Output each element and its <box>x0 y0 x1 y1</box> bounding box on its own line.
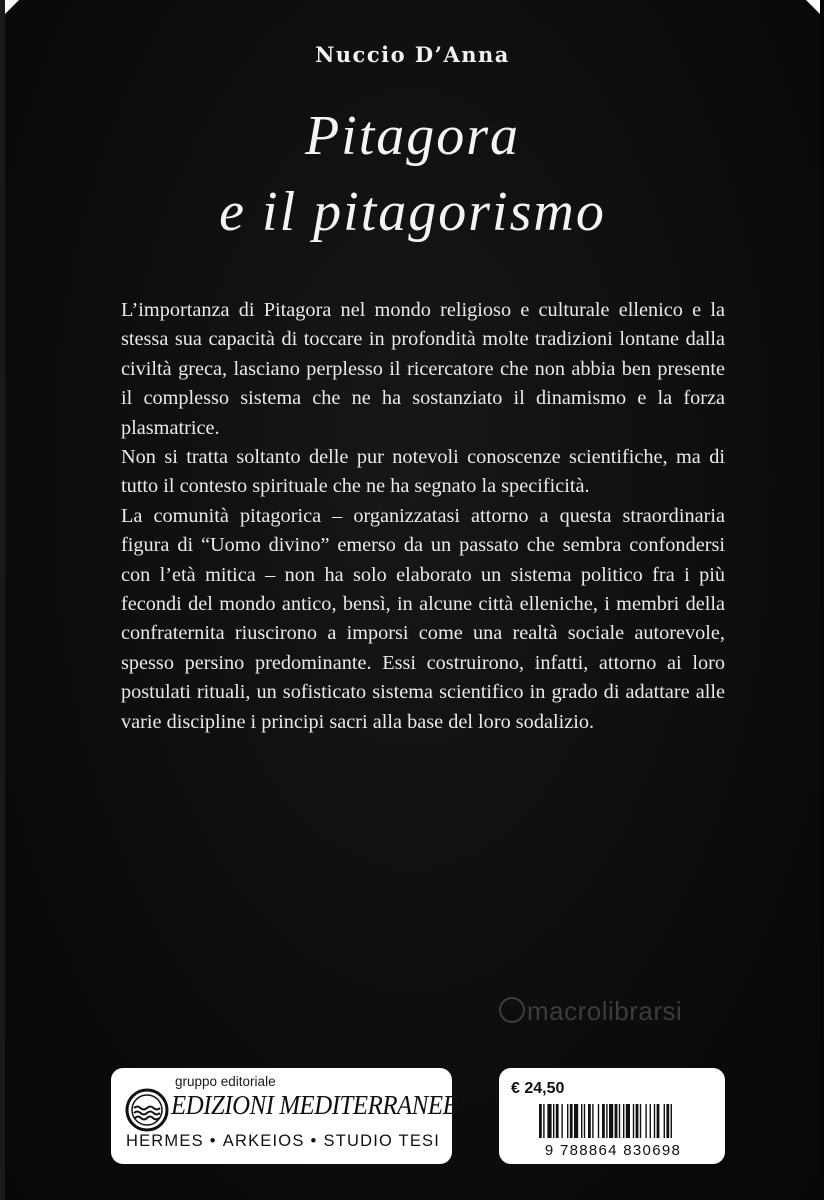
barcode-bar <box>640 1104 641 1138</box>
barcode-bar <box>671 1104 672 1138</box>
publisher-imprints <box>125 1132 441 1151</box>
barcode-bar <box>606 1104 607 1138</box>
price-label: € 24,50 <box>511 1080 565 1097</box>
barcode-bar <box>553 1104 554 1138</box>
barcode-bar <box>664 1104 665 1138</box>
author-name: Nuccio D’Anna <box>315 42 510 67</box>
publisher-box <box>111 1068 458 1164</box>
barcode-bar <box>654 1104 655 1138</box>
barcode-bar <box>633 1104 634 1138</box>
barcode-bar <box>636 1104 639 1138</box>
title-line-1: Pitagora <box>304 105 521 167</box>
barcode-bar <box>623 1104 624 1138</box>
corner-fold-left <box>5 0 19 14</box>
publisher-name: EDIZIONI MEDITERRANEE <box>171 1090 458 1120</box>
blurb-paragraph: L’importanza di Pitagora nel mondo religioso e culturale ellenico e la stessa sua capacità di toccare in profondità molte tradizioni lontane dalla civiltà greca, lasciano perplesso il ricercatore che non abbia ben presente il complesso sistema che ne ha sostanziato il dinamismo e la forza plasmatrice. <box>121 299 725 439</box>
barcode-bar <box>547 1104 551 1138</box>
corner-fold-right <box>806 0 820 14</box>
price-barcode-box <box>499 1068 725 1164</box>
barcode-bar <box>609 1104 613 1138</box>
barcode-bar <box>615 1104 618 1138</box>
barcode-bar <box>556 1104 559 1138</box>
back-cover-blurb <box>121 296 725 737</box>
barcode-bar <box>657 1104 660 1138</box>
barcode-bar <box>592 1104 593 1138</box>
barcode-bar <box>666 1104 669 1138</box>
barcode-bar <box>602 1104 605 1138</box>
barcode-bar <box>584 1104 585 1138</box>
wave-circle-logo-icon <box>125 1088 169 1132</box>
imprint-separator: • <box>310 1132 318 1150</box>
watermark <box>499 996 682 1027</box>
watermark-ring-icon <box>499 997 525 1023</box>
blurb-paragraph: La comunità pitagorica – organizzatasi attorno a questa straordinaria figura di “Uomo divino” emerso da un passato che sembra confondersi con l’età mitica – non ha solo elaborato un sistema politico fra i più fecondi del mondo antico, bensì, in alcune città elleniche, i membri della confraternita riuscirono a imporsi come una realtà sociale autorevole, spesso persino predominante. Essi costruirono, infatti, attorno ai loro postulati rituali, un sofisticato sistema scientifico in grado di adattare alle varie discipline i principi sacri alla base del loro sodalizio. <box>121 504 725 733</box>
barcode-bar <box>574 1104 578 1138</box>
barcode-bar <box>598 1104 599 1138</box>
barcode-bar <box>539 1104 542 1138</box>
barcode-bar <box>645 1104 646 1138</box>
barcode-bar <box>626 1104 630 1138</box>
barcode-bar <box>570 1104 573 1138</box>
barcode-bar <box>588 1104 591 1138</box>
title-line-2: e il pitagorismo <box>219 181 606 243</box>
watermark-text: macrolibrarsi <box>527 996 683 1026</box>
isbn-number: 9 788864 830698 <box>544 1142 682 1159</box>
book-title <box>5 98 820 250</box>
barcode-bar <box>543 1104 544 1138</box>
barcode-icon <box>539 1104 715 1138</box>
barcode-bar <box>619 1104 620 1138</box>
imprint-name: HERMES <box>125 1132 204 1150</box>
barcode-bar <box>581 1104 582 1138</box>
barcode-bar <box>650 1104 651 1138</box>
blurb-paragraph: Non si tratta soltanto delle pur notevoli conoscenze scientifiche, ma di tutto il contesto spirituale che ne ha segnato la specificità. <box>121 446 725 498</box>
imprint-name: STUDIO TESI <box>323 1132 441 1150</box>
publisher-group-label: gruppo editoriale <box>175 1074 276 1089</box>
barcode-bar <box>561 1104 562 1138</box>
barcode-bar <box>567 1104 568 1138</box>
imprint-separator: • <box>209 1132 217 1150</box>
imprint-name: ARKEIOS <box>222 1132 305 1150</box>
